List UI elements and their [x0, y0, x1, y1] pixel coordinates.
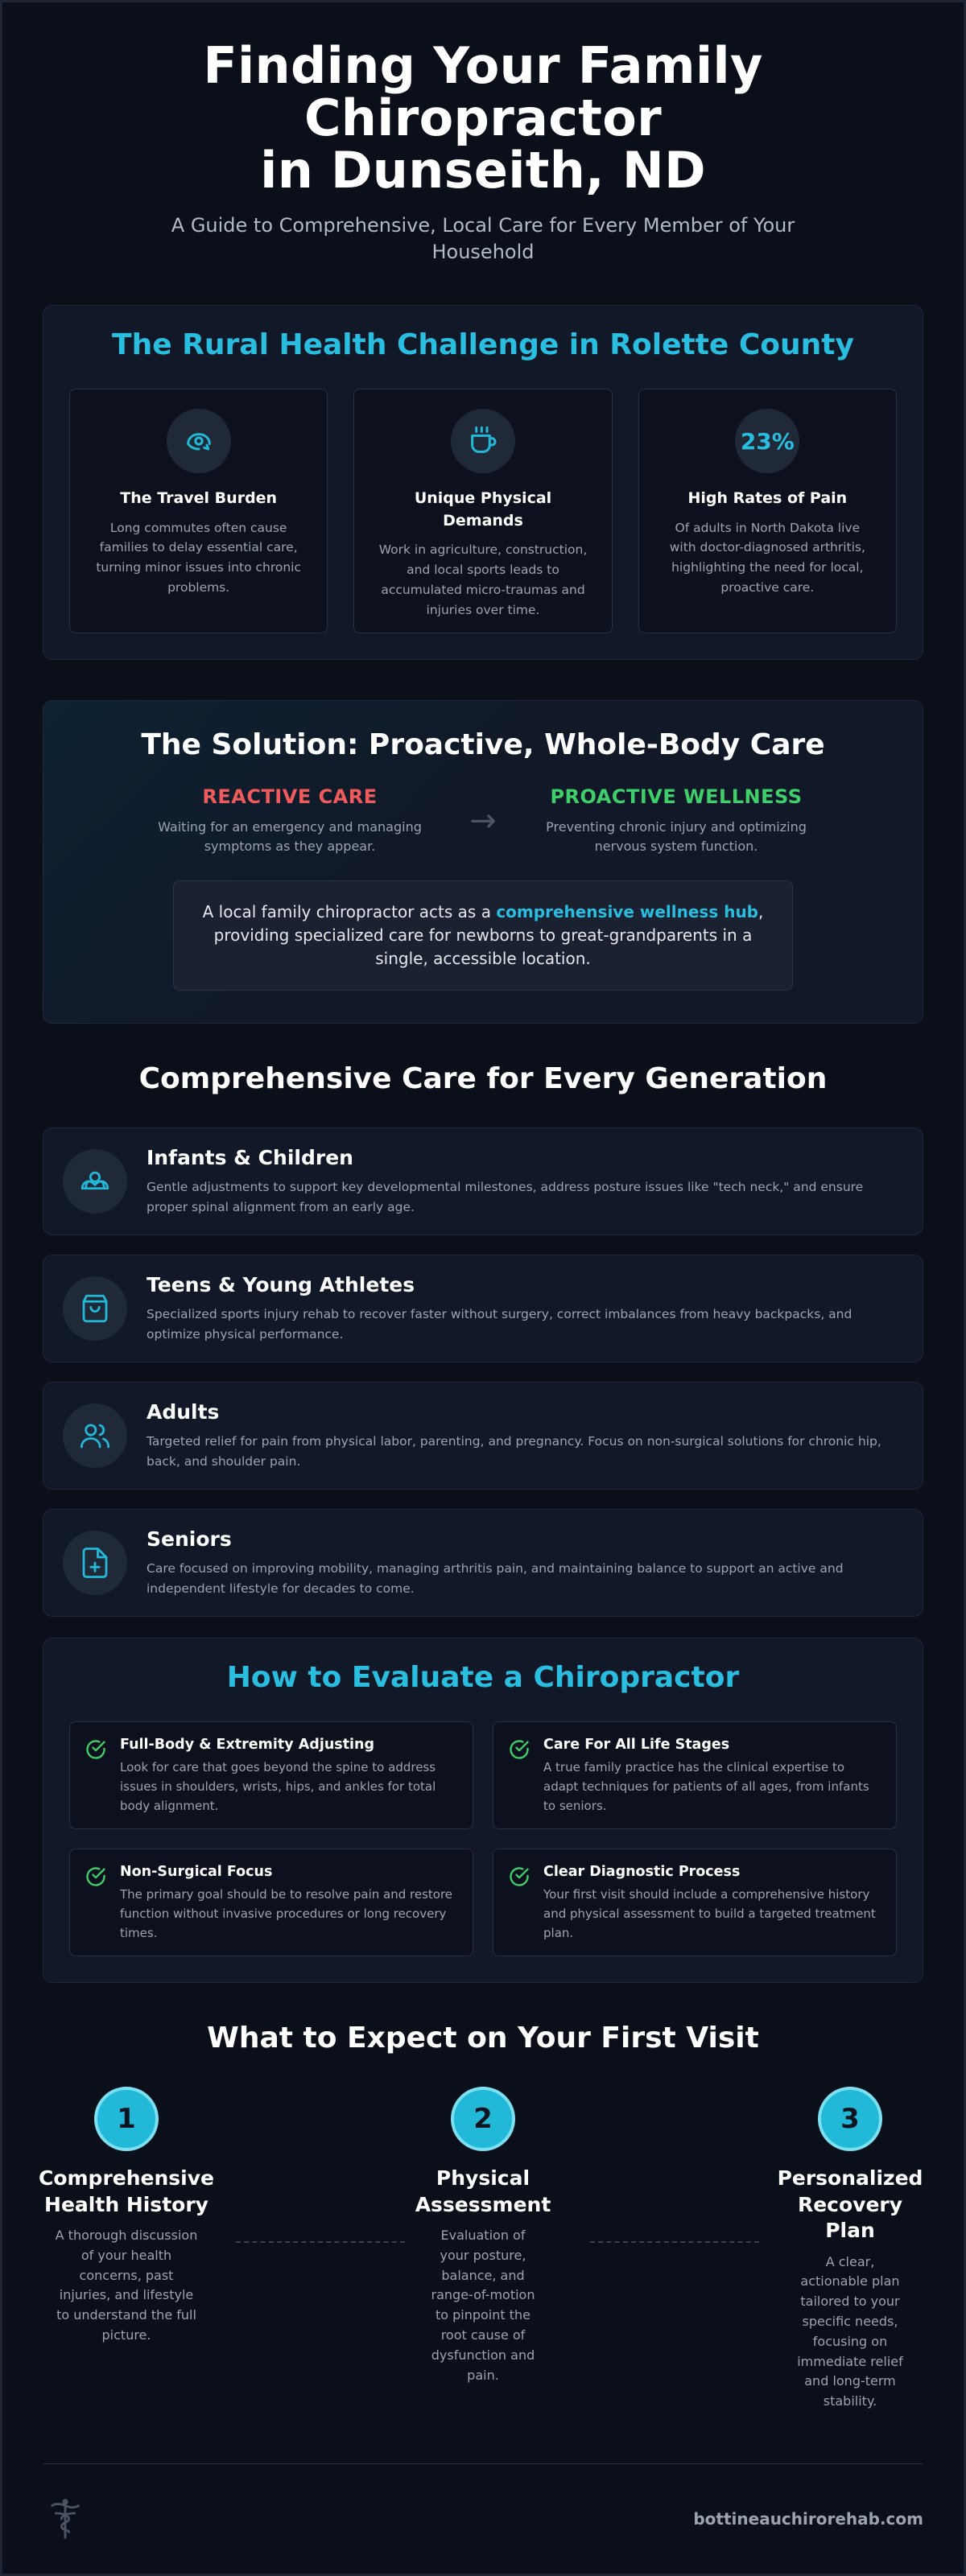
challenge-section: [43, 305, 923, 660]
generation-item-adults: [43, 1382, 923, 1490]
file-plus-icon: [63, 1531, 127, 1595]
coffee-icon: [451, 409, 515, 473]
check-circle-icon: [85, 1738, 107, 1761]
check-circle-icon: [85, 1865, 107, 1888]
hub-highlight: comprehensive wellness hub: [496, 902, 758, 922]
evaluate-item-title: Full-Body & Extremity Adjusting: [120, 1737, 375, 1754]
care-comparison: [76, 785, 890, 856]
stat-badge: [735, 409, 799, 473]
challenge-cards: [69, 389, 897, 633]
challenge-card-title: Unique Physical Demands: [414, 489, 552, 530]
proactive-wellness-text: Preventing chronic injury and optimizing nervous system function.: [546, 819, 807, 855]
arrow-right-icon: →: [469, 802, 497, 840]
generation-body: [147, 1400, 903, 1472]
step-number: 2: [451, 2087, 515, 2151]
visit-step-1: [35, 2087, 218, 2346]
header: [43, 36, 923, 265]
step-title: Comprehensive Health History: [38, 2166, 214, 2216]
evaluate-item: [69, 1721, 473, 1829]
solution-title: The Solution: Proactive, Whole-Body Care: [141, 728, 825, 762]
evaluate-item-title: Clear Diagnostic Process: [543, 1864, 741, 1881]
generation-title: Seniors: [147, 1527, 232, 1552]
wellness-hub-callout: [173, 880, 793, 991]
evaluate-item-text: Your first visit should include a comprehensive history and physical assessment to build a targeted treatment plan.: [543, 1887, 876, 1941]
evaluate-body: [543, 1737, 881, 1814]
generation-item-infants: [43, 1127, 923, 1235]
generations-list: [43, 1127, 923, 1617]
challenge-card-travel: [69, 389, 328, 633]
page-subtitle: A Guide to Comprehensive, Local Care for Every Member of Your Household: [171, 214, 795, 263]
evaluate-body: [120, 1864, 458, 1941]
arthritis-stat: 23%: [740, 427, 795, 455]
road-icon: [167, 409, 231, 473]
shopping-bag-icon: [63, 1276, 127, 1341]
evaluate-item-title: Non-Surgical Focus: [120, 1864, 273, 1881]
evaluate-item-title: Care For All Life Stages: [543, 1737, 730, 1754]
challenge-card-title: High Rates of Pain: [687, 489, 848, 508]
generation-text: Gentle adjustments to support key developmental milestones, address posture issues like "tech neck," and ensure proper spinal alignment from an early age.: [147, 1180, 864, 1214]
footer: [43, 2463, 923, 2541]
step-text: Evaluation of your posture, balance, and range-of-motion to pinpoint the root cause of dysfunction and pain.: [431, 2228, 535, 2383]
generation-text: Care focused on improving mobility, managing arthritis pain, and maintaining balance to support an active and independent lifestyle for decades to come.: [147, 1561, 844, 1596]
visit-step-2: [407, 2087, 559, 2385]
generation-item-seniors: [43, 1509, 923, 1617]
evaluate-item-text: Look for care that goes beyond the spine to address issues in shoulders, wrists, hips, and ankles for total body alignment.: [120, 1760, 436, 1814]
baby-icon: [63, 1149, 127, 1214]
evaluate-item-text: The primary goal should be to resolve pain and restore function without invasive procedures or long recovery times.: [120, 1887, 453, 1941]
solution-section: [43, 700, 923, 1024]
evaluate-body: [120, 1737, 458, 1814]
reactive-care: [153, 785, 427, 856]
evaluate-item: [493, 1849, 897, 1956]
challenge-card-text: Long commutes often cause families to delay essential care, turning minor issues into chronic problems.: [96, 520, 301, 595]
check-circle-icon: [508, 1738, 530, 1761]
title-line-1: Finding Your Family Chiropractor: [203, 36, 763, 148]
visit-title: What to Expect on Your First Visit: [207, 2022, 759, 2055]
challenge-card-title: The Travel Burden: [120, 489, 278, 508]
challenge-card-text: Of adults in North Dakota live with doctor-diagnosed arthritis, highlighting the need for local, proactive care.: [669, 520, 865, 595]
evaluate-item: [69, 1849, 473, 1956]
challenge-card-text: Work in agriculture, construction, and local sports leads to accumulated micro-traumas and injuries over time.: [378, 542, 588, 617]
evaluate-item-text: A true family practice has the clinical expertise to adapt techniques for patients of all ages, from infants to seniors.: [543, 1760, 869, 1814]
step-text: A clear, actionable plan tailored to your specific needs, focusing on immediate relief and long-term stability.: [797, 2253, 903, 2409]
reactive-care-text: Waiting for an emergency and managing symptoms as they appear.: [158, 819, 422, 855]
challenge-card-pain: [638, 389, 897, 633]
check-circle-icon: [508, 1865, 530, 1888]
users-icon: [63, 1403, 127, 1468]
generation-title: Adults: [147, 1400, 220, 1424]
proactive-wellness: [539, 785, 813, 856]
step-text: A thorough discussion of your health concerns, past injuries, and lifestyle to understand the full picture.: [55, 2228, 198, 2343]
challenge-title: The Rural Health Challenge in Rolette County: [112, 328, 854, 362]
evaluate-item: [493, 1721, 897, 1829]
generation-item-teens: [43, 1255, 923, 1362]
page-title: [43, 36, 923, 200]
website-link[interactable]: bottineauchirorehab.com: [693, 2509, 923, 2529]
caduceus-icon: [43, 2496, 88, 2541]
generation-body: [147, 1146, 903, 1218]
step-title: Personalized Recovery Plan: [777, 2166, 923, 2243]
step-connector: [236, 2241, 405, 2243]
step-connector: [590, 2241, 759, 2243]
step-number: 1: [94, 2087, 159, 2151]
generation-title: Teens & Young Athletes: [147, 1273, 415, 1297]
step-title: Physical Assessment: [415, 2166, 551, 2216]
hub-text-after: , providing specialized care for newborns to great-grandparents in a single, accessible location.: [213, 902, 764, 969]
generations-title: Comprehensive Care for Every Generation: [138, 1062, 828, 1096]
challenge-card-demands: [353, 389, 612, 633]
evaluate-title: How to Evaluate a Chiropractor: [226, 1661, 740, 1695]
generation-text: Targeted relief for pain from physical labor, parenting, and pregnancy. Focus on non-surgical solutions for chronic hip, back, and shoulder pain.: [147, 1434, 881, 1469]
evaluate-grid: [69, 1721, 897, 1956]
evaluate-body: [543, 1864, 881, 1941]
hub-text-before: A local family chiropractor acts as a: [202, 902, 497, 922]
title-line-2: in Dunseith, ND: [260, 141, 706, 200]
generation-body: [147, 1273, 903, 1345]
generation-text: Specialized sports injury rehab to recover faster without surgery, correct imbalances from heavy backpacks, and optimize physical performance.: [147, 1307, 852, 1342]
proactive-wellness-title: PROACTIVE WELLNESS: [550, 785, 803, 809]
generation-body: [147, 1527, 903, 1599]
reactive-care-title: REACTIVE CARE: [202, 785, 378, 809]
visit-step-3: [774, 2087, 927, 2412]
visit-steps: [38, 2087, 923, 2425]
step-number: 3: [818, 2087, 882, 2151]
generation-title: Infants & Children: [147, 1146, 353, 1170]
evaluate-section: [43, 1638, 923, 1983]
